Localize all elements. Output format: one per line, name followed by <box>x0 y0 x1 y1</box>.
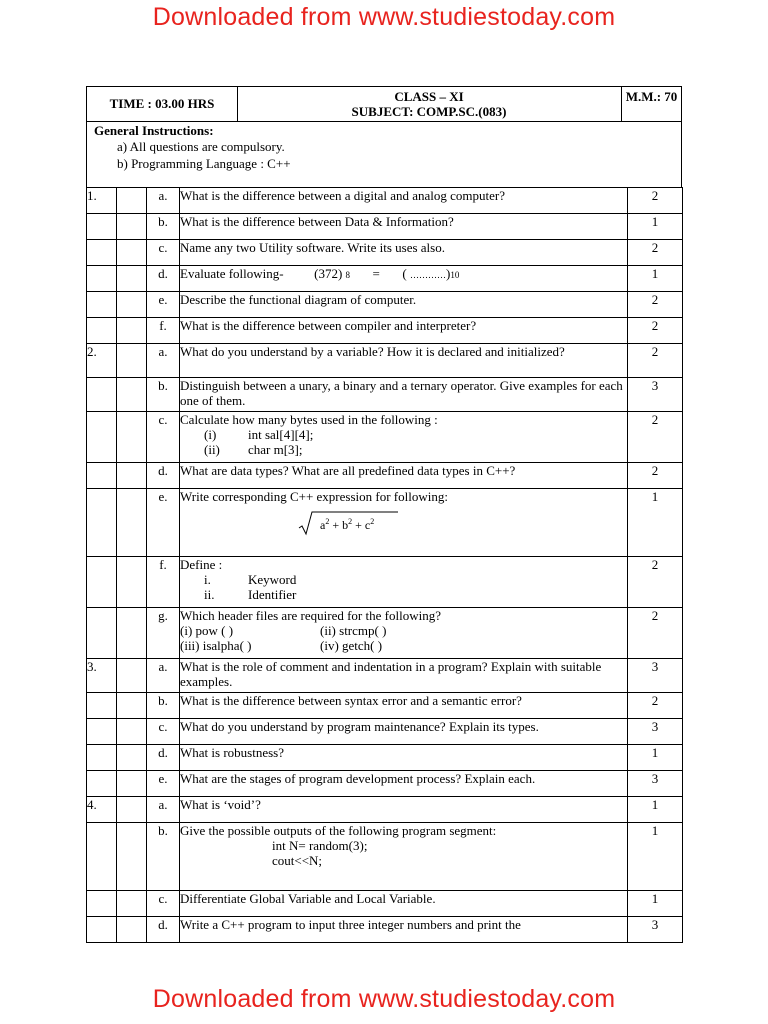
marks: 2 <box>628 412 683 463</box>
marks: 2 <box>628 292 683 318</box>
marks: 3 <box>628 659 683 693</box>
question-row <box>87 318 683 344</box>
sub-label: e. <box>147 489 180 557</box>
question-row <box>87 489 683 557</box>
question-row <box>87 557 683 608</box>
question-text <box>180 557 628 608</box>
question-number: 2. <box>87 344 117 378</box>
marks: 2 <box>628 463 683 489</box>
question-row <box>87 378 683 412</box>
octal-base: 8 <box>345 270 351 280</box>
sub-item <box>180 442 627 457</box>
question-row <box>87 240 683 266</box>
sub-item-number: ii. <box>204 587 215 602</box>
marks: 1 <box>628 797 683 823</box>
sub-label: b. <box>147 693 180 719</box>
question-text: What is the difference between Data & Information? <box>180 214 628 240</box>
question-row <box>87 693 683 719</box>
sub-label: d. <box>147 917 180 943</box>
sub-item-number: (ii) <box>204 442 220 457</box>
question-row <box>87 797 683 823</box>
question-row <box>87 292 683 318</box>
evaluate-label: Evaluate following- <box>180 266 284 281</box>
max-marks-cell: M.M.: 70 <box>625 89 678 104</box>
equals-sign: = <box>372 266 380 281</box>
question-row <box>87 266 683 292</box>
question-text: What are data types? What are all predefined data types in C++? <box>180 463 628 489</box>
sub-label: c. <box>147 891 180 917</box>
sqrt-radicand: $a^2 + b^2 + c^2$ <box>320 517 375 532</box>
sub-label: d. <box>147 745 180 771</box>
question-text: What do you understand by a variable? How it is declared and initialized? <box>180 344 628 378</box>
marks: 2 <box>628 318 683 344</box>
watermark-bottom: Downloaded from www.studiestoday.com <box>152 985 616 1013</box>
question-row <box>87 917 683 943</box>
sub-label: a. <box>147 797 180 823</box>
marks: 2 <box>628 557 683 608</box>
question-row <box>87 745 683 771</box>
question-text: Distinguish between a unary, a binary and a ternary operator. Give examples for each one of them. <box>180 378 628 412</box>
sub-label: b. <box>147 214 180 240</box>
question-row <box>87 463 683 489</box>
decimal-base: 10 <box>450 270 460 280</box>
question-text <box>180 489 628 557</box>
marks: 1 <box>628 745 683 771</box>
sub-label: c. <box>147 719 180 745</box>
question-row <box>87 344 683 378</box>
sub-item-text: int sal[4][4]; <box>248 427 314 442</box>
header-item: (i) pow ( ) <box>180 623 234 638</box>
sub-item-number: i. <box>204 572 211 587</box>
question-number: 1. <box>87 188 117 214</box>
question-number: 4. <box>87 797 117 823</box>
marks: 1 <box>628 214 683 240</box>
sub-item-text: Keyword <box>248 572 297 587</box>
instruction-item: a) All questions are compulsory. <box>117 139 285 154</box>
header-item: (iii) isalpha( ) <box>180 638 252 653</box>
sub-item-text: char m[3]; <box>248 442 303 457</box>
sub-item-number: (i) <box>204 427 217 442</box>
question-row <box>87 188 683 214</box>
question-text <box>180 608 628 659</box>
questions-table <box>86 187 683 943</box>
sub-label: g. <box>147 608 180 659</box>
marks: 3 <box>628 917 683 943</box>
instructions-title: General Instructions: <box>94 123 214 138</box>
sub-label: c. <box>147 240 180 266</box>
question-row <box>87 719 683 745</box>
marks: 2 <box>628 344 683 378</box>
question-text <box>180 823 628 891</box>
question-line: Write corresponding C++ expression for following: <box>180 489 448 504</box>
question-row <box>87 891 683 917</box>
marks: 2 <box>628 693 683 719</box>
question-line: Give the possible outputs of the following program segment: <box>180 823 497 838</box>
question-text: What is the difference between a digital and analog computer? <box>180 188 628 214</box>
marks: 2 <box>628 608 683 659</box>
marks: 1 <box>628 266 683 292</box>
question-row <box>87 412 683 463</box>
question-row <box>87 659 683 693</box>
question-row <box>87 608 683 659</box>
sub-label: d. <box>147 463 180 489</box>
question-text: What do you understand by program maintenance? Explain its types. <box>180 719 628 745</box>
question-row <box>87 214 683 240</box>
marks: 3 <box>628 771 683 797</box>
class-label: CLASS – XI <box>394 89 464 104</box>
code-line: cout<<N; <box>272 853 323 868</box>
sub-label: f. <box>147 318 180 344</box>
sub-label: d. <box>147 266 180 292</box>
blank-dots: ………… <box>409 270 446 280</box>
time-cell: TIME : 03.00 HRS <box>87 87 238 121</box>
marks: 3 <box>628 378 683 412</box>
subject-label: SUBJECT: COMP.SC.(083) <box>351 104 507 119</box>
question-text: What is robustness? <box>180 745 628 771</box>
question-text: Differentiate Global Variable and Local Variable. <box>180 891 628 917</box>
question-text: What is ‘void’? <box>180 797 628 823</box>
question-line: Calculate how many bytes used in the following : <box>180 412 438 427</box>
question-line: Define : <box>180 557 223 572</box>
sub-label: a. <box>147 659 180 693</box>
header-items-row <box>180 623 627 638</box>
sub-item <box>180 587 627 602</box>
question-text: What is the role of comment and indentation in a program? Explain with suitable examples. <box>180 659 628 693</box>
sub-label: b. <box>147 823 180 891</box>
sub-label: a. <box>147 344 180 378</box>
sub-item <box>180 572 627 587</box>
sub-item <box>180 427 627 442</box>
marks: 2 <box>628 240 683 266</box>
sub-label: f. <box>147 557 180 608</box>
paper-header <box>86 86 682 122</box>
question-line: Which header files are required for the following? <box>180 608 441 623</box>
header-item: (ii) strcmp( ) <box>320 623 387 638</box>
code-line: int N= random(3); <box>272 838 368 853</box>
octal-number: (372) <box>314 266 343 281</box>
marks: 2 <box>628 188 683 214</box>
close-paren: ) <box>445 266 451 281</box>
sub-item-text: Identifier <box>248 587 297 602</box>
marks: 1 <box>628 891 683 917</box>
question-text: What is the difference between syntax error and a semantic error? <box>180 693 628 719</box>
general-instructions <box>86 121 682 188</box>
instruction-item: b) Programming Language : C++ <box>117 156 291 171</box>
question-text: Name any two Utility software. Write its uses also. <box>180 240 628 266</box>
question-row <box>87 823 683 891</box>
marks: 1 <box>628 489 683 557</box>
sub-label: b. <box>147 378 180 412</box>
question-text <box>180 412 628 463</box>
question-number: 3. <box>87 659 117 693</box>
question-row <box>87 771 683 797</box>
question-text: What is the difference between compiler and interpreter? <box>180 318 628 344</box>
class-subject-cell <box>237 87 622 121</box>
marks: 3 <box>628 719 683 745</box>
sqrt-expression <box>180 504 627 546</box>
sub-label: e. <box>147 292 180 318</box>
sub-label: a. <box>147 188 180 214</box>
sub-label: e. <box>147 771 180 797</box>
question-text: What are the stages of program development process? Explain each. <box>180 771 628 797</box>
question-text: Write a C++ program to input three integer numbers and print the <box>180 917 628 943</box>
header-items-row <box>180 638 627 653</box>
question-text: Describe the functional diagram of computer. <box>180 292 628 318</box>
question-text <box>180 266 628 292</box>
header-item: (iv) getch( ) <box>320 638 383 653</box>
watermark-top: Downloaded from www.studiestoday.com <box>152 3 616 31</box>
marks: 1 <box>628 823 683 891</box>
open-paren: ( <box>402 266 407 281</box>
sub-label: c. <box>147 412 180 463</box>
